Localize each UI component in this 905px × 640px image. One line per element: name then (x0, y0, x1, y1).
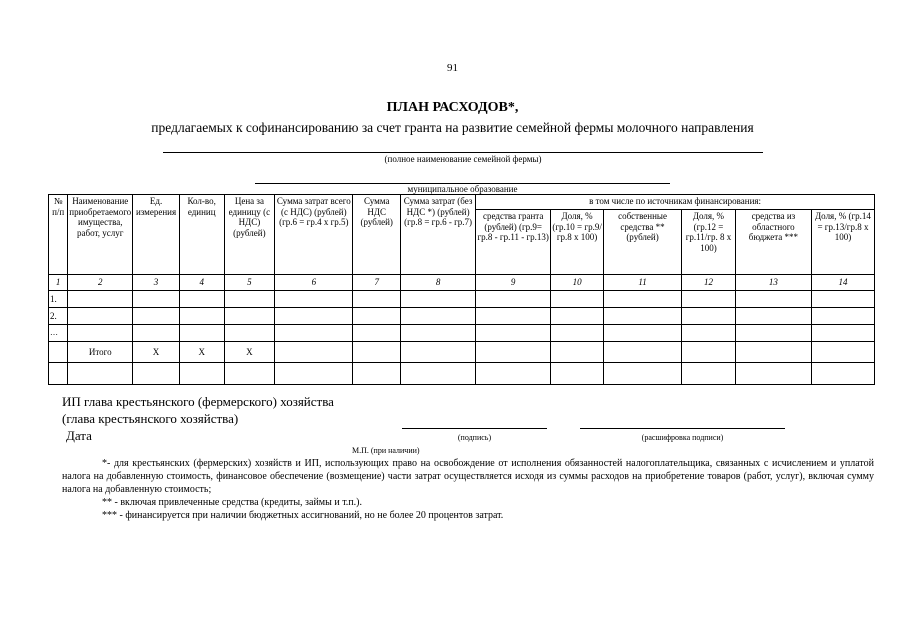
header-regional-budget: средства из областного бюджета *** (735, 210, 811, 275)
municipality-caption: муниципальное образование (407, 184, 518, 194)
stamp-caption: М.П. (при наличии) (352, 446, 420, 455)
column-number: 5 (224, 275, 275, 291)
header-sources-group: в том числе по источникам финансирования: (476, 195, 875, 210)
table-row (49, 325, 875, 342)
header-own-share: Доля, % (гр.12 = гр.11/гр. 8 х 100) (682, 210, 736, 275)
column-number: 3 (133, 275, 180, 291)
header-regional-share: Доля, % (гр.14 = гр.13/гр.8 х 100) (811, 210, 874, 275)
total-row (49, 342, 875, 363)
document-title: ПЛАН РАСХОДОВ*, (386, 100, 519, 115)
decode-line (580, 428, 785, 429)
signature-title-line2: (глава крестьянского хозяйства) (62, 411, 239, 426)
farm-name-caption: (полное наименование семейной фермы) (384, 154, 542, 164)
column-number: 2 (68, 275, 133, 291)
column-number: 13 (735, 275, 811, 291)
header-price: Цена за единицу (с НДС) (рублей) (224, 195, 275, 275)
column-number-row (49, 275, 875, 291)
column-number: 11 (603, 275, 681, 291)
table-row (49, 308, 875, 325)
footnote-1: *- для крестьянских (фермерских) хозяйств и ИП, использующих право на освобождение от исполнения обязанностей налогоплательщика, связанных с исчислением и уплатой налога на добавленную стоимость, финансовое обеспечение (возмещение) части затрат осуществляется исходя из суммы расходов на приобретение товаров (работ, услуг), включая сумму налога на добавленную стоимость; (62, 458, 874, 495)
expense-table (48, 194, 875, 385)
footnotes (62, 457, 874, 522)
signature-title-line1: ИП глава крестьянского (фермерского) хозяйства (62, 394, 334, 409)
header-grant-share: Доля, % (гр.10 = гр.9/гр.8 х 100) (551, 210, 604, 275)
row-number: 2. (49, 308, 68, 325)
empty-row (49, 363, 875, 385)
column-number: 7 (353, 275, 401, 291)
column-number: 14 (811, 275, 874, 291)
column-number: 1 (49, 275, 68, 291)
page-number: 91 (447, 62, 458, 74)
header-qty: Кол-во, единиц (179, 195, 224, 275)
header-total-novat: Сумма затрат (без НДС *) (рублей) (гр.8 = гр.6 - гр.7) (401, 195, 476, 275)
row-number: 1. (49, 291, 68, 308)
header-row (49, 195, 875, 210)
farm-name-line (163, 152, 763, 153)
decode-caption: (расшифровка подписи) (641, 433, 724, 442)
total-x-qty: Х (179, 342, 224, 363)
signature-line (402, 428, 547, 429)
document-subtitle: предлагаемых к софинансированию за счет гранта на развитие семейной фермы молочного направления (151, 120, 754, 135)
header-vat: Сумма НДС (рублей) (353, 195, 401, 275)
total-x-price: Х (224, 342, 275, 363)
total-label: Итого (68, 342, 133, 363)
column-number: 8 (401, 275, 476, 291)
footnote-2: ** - включая привлеченные средства (кредиты, займы и т.п.). (102, 497, 362, 508)
header-grant: средства гранта (рублей) (гр.9= гр.8 - гр.11 - гр.13) (476, 210, 551, 275)
header-total-vat: Сумма затрат всего (с НДС) (рублей) (гр.6 = гр.4 х гр.5) (275, 195, 353, 275)
row-number: … (49, 325, 68, 342)
total-x-unit: Х (133, 342, 180, 363)
column-number: 4 (179, 275, 224, 291)
date-label: Дата (66, 428, 92, 443)
column-number: 10 (551, 275, 604, 291)
header-own-funds: собственные средства ** (рублей) (603, 210, 681, 275)
signature-caption: (подпись) (457, 433, 492, 442)
header-name: Наименование приобретаемого имущества, работ, услуг (68, 195, 133, 275)
column-number: 12 (682, 275, 736, 291)
header-no: № п/п (49, 195, 68, 275)
footnote-3: *** - финансируется при наличии бюджетных ассигнований, но не более 20 процентов затрат. (102, 510, 504, 521)
table-row (49, 291, 875, 308)
column-number: 6 (275, 275, 353, 291)
column-number: 9 (476, 275, 551, 291)
header-unit: Ед. измерения (133, 195, 180, 275)
